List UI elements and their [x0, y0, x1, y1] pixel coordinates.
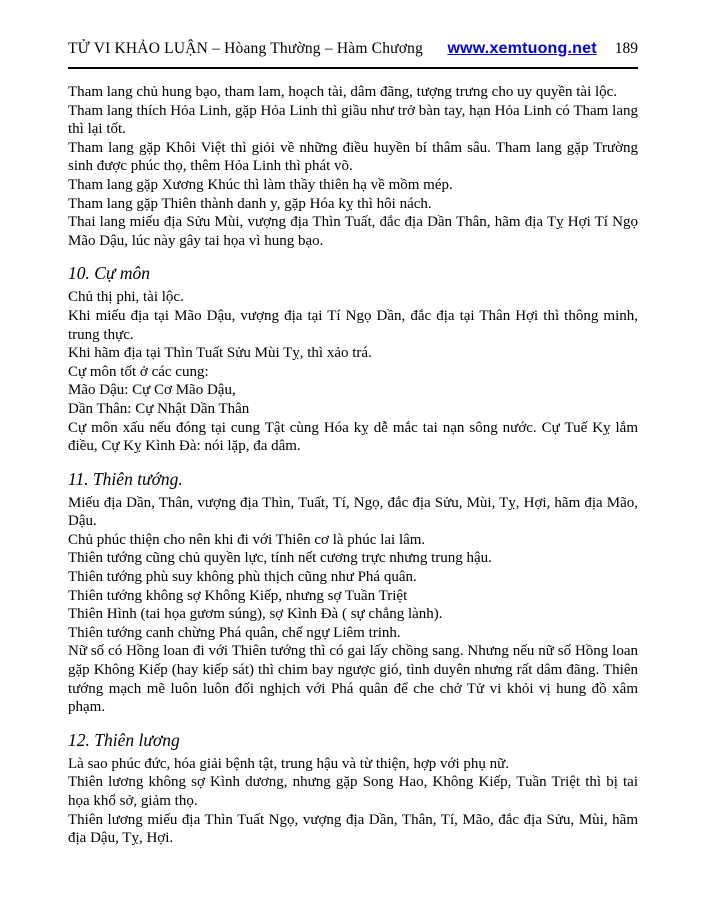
section-heading: 11. Thiên tướng. [68, 468, 183, 489]
page-header [68, 40, 638, 58]
paragraph: Tham lang gặp Khôi Việt thì giỏi về những điều huyền bí thâm sâu. Tham lang gặp Trường sinh được phúc thọ, thêm Hỏa Linh thì phát võ. [68, 139, 638, 175]
section-heading: 12. Thiên lương [68, 729, 180, 750]
paragraph: Thiên Hình (tai họa gươm súng), sợ Kình Đà ( sự chẳng lành). [68, 606, 443, 623]
paragraph: Miếu địa Dần, Thân, vượng địa Thìn, Tuất, Tí, Ngọ, đắc địa Sửu, Mùi, Tỵ, Hợi, hãm địa Mão, Dậu. [68, 494, 638, 530]
site-link[interactable]: www.xemtuong.net [447, 40, 597, 57]
paragraph: Chủ thị phi, tài lộc. [68, 289, 184, 306]
paragraph: Mão Dậu: Cự Cơ Mão Dậu, [68, 382, 236, 399]
paragraph: Nữ số có Hồng loan đi với Thiên tướng thì có gai lấy chồng sang. Nhưng nếu nữ số Hồng loan gặp Không Kiếp (hay kiếp sát) thì chim bay ngược gió, tình duyên nhưng rất dâm đãng. Thiên tướng mạch mẽ luôn luôn đối nghịch với Phá quân để che chở Tử vi khỏi vị hung đồ xâm phạm. [68, 643, 638, 716]
document-body [68, 83, 638, 848]
paragraph: Là sao phúc đức, hóa giải bệnh tật, trung hậu và từ thiện, hợp với phụ nữ. [68, 755, 509, 772]
paragraph: Thiên tướng không sợ Không Kiếp, nhưng sợ Tuần Triệt [68, 587, 408, 604]
paragraph: Cự môn xấu nếu đóng tại cung Tật cùng Hóa kỵ dễ mắc tai nạn sông nước. Cự Tuế Kỵ lắm điều, Cự Kỵ Kình Đà: nói lặp, đa dâm. [68, 419, 638, 455]
paragraph: Tham lang gặp Thiên thành danh y, gặp Hóa kỵ thì hôi nách. [68, 195, 432, 212]
paragraph: Thiên lương không sợ Kình dương, nhưng gặp Song Hao, Không Kiếp, Tuần Triệt thì bị tai họa khổ sở, giảm thọ. [68, 774, 638, 809]
paragraph: Khi hãm địa tại Thìn Tuất Sửu Mùi Tỵ, thì xảo trá. [68, 345, 372, 362]
paragraph: Thiên lương miếu địa Thìn Tuất Ngọ, vượng địa Dần, Thân, Tí, Mão, đắc địa Sửu, Mùi, hãm địa Dậu, Tỵ, Hợi. [68, 811, 638, 847]
paragraph: Dần Thân: Cự Nhật Dần Thân [68, 400, 250, 417]
paragraph: Tham lang gặp Xương Khúc thì làm thầy thiên hạ về mồm mép. [68, 176, 453, 193]
header-rule [68, 67, 638, 69]
page-number: 189 [614, 40, 638, 57]
paragraph: Khi miếu địa tại Mão Dậu, vượng địa tại Tí Ngọ Dần, đắc địa tại Thân Hợi thì thông minh, trung thực. [68, 307, 638, 343]
paragraph: Thiên tướng canh chừng Phá quân, chế ngự Liêm trinh. [68, 624, 401, 641]
section-heading: 10. Cự môn [68, 263, 150, 284]
book-title: TỬ VI KHẢO LUẬN – Hòang Thường – Hàm Chương [68, 40, 424, 57]
paragraph: Cự môn tốt ở các cung: [68, 363, 209, 380]
paragraph: Thiên tướng phù suy không phù thịch cũng như Phá quân. [68, 569, 417, 586]
paragraph: Tham lang chủ hung bạo, tham lam, hoạch tài, dâm đãng, tượng trưng cho uy quyền tài lộc. [68, 84, 618, 100]
paragraph: Thiên tướng cũng chủ quyền lực, tính nết cương trực nhưng trung hậu. [68, 550, 492, 567]
paragraph: Thai lang miếu địa Sửu Mùi, vượng địa Thìn Tuất, đắc địa Dần Thân, hãm địa Tỵ Hợi Tí Ngọ Mão Dậu, lúc này gây tai họa vì hung bạo. [68, 214, 638, 249]
paragraph: Chủ phúc thiện cho nên khi đi với Thiên cơ là phúc lai lâm. [68, 531, 426, 548]
paragraph: Tham lang thích Hỏa Linh, gặp Hỏa Linh thì giầu như trở bàn tay, hạn Hỏa Linh có Tham lang thì lại tốt. [68, 102, 638, 138]
